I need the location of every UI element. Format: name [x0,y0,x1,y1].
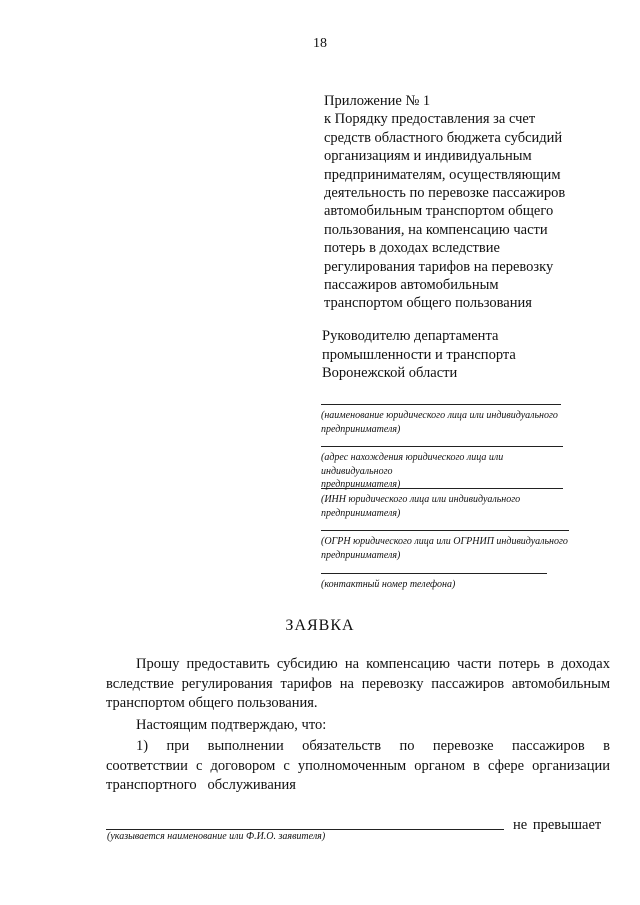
page-number: 18 [313,36,327,51]
appendix-header [324,92,624,313]
caption-line: предпринимателя) [321,507,401,519]
appendix-line: предпринимателям, осуществляющим [324,166,561,183]
recipient-line: Воронежской области [322,365,458,381]
field-inn [321,488,563,520]
recipient-line: Руководителю департамента [322,328,499,344]
appendix-line: пассажиров автомобильным [324,277,499,294]
appendix-line: пользования, на компенсацию части [324,221,548,238]
field-caption [321,535,569,562]
appendix-line: к Порядку предоставления за счет [324,111,536,128]
caption-line: (адрес нахождения юридического лица или индивидуального [321,452,504,477]
applicant-caption: (указывается наименование или Ф.И.О. заявителя) [107,831,326,842]
text-line: вследствие регулирования тарифов на перевозку пассажиров автомобильным [106,675,610,692]
blank-line [321,488,563,489]
text-line: транспортного обслуживания [106,777,296,793]
field-caption [321,409,561,436]
appendix-line: средств областного бюджета субсидий [324,129,563,146]
appendix-line: деятельность по перевозке пассажиров [324,185,566,202]
text-line: транспортом общего пользования. [106,695,318,711]
caption-line: предпринимателя) [321,423,401,435]
applicant-blank-line [106,829,504,830]
field-organization-address [321,446,563,492]
text-line: 1) при выполнении обязательств по перевозке пассажиров в [136,738,610,754]
text-line: Настоящим подтверждаю, что: [136,717,327,733]
blank-line [321,573,547,574]
blank-line [321,404,561,405]
text-not-exceed: не превышает [513,817,602,833]
caption-line: (ОГРН юридического лица или ОГРНИП индивидуального [321,536,568,547]
blank-line [321,446,563,447]
field-organization-name [321,404,561,436]
text-line: соответствии с договором с уполномоченным органом в сфере организации [106,757,610,774]
caption-line: (контактный номер телефона) [321,579,456,590]
appendix-line: автомобильным транспортом общего [324,203,554,220]
text-line: Прошу предоставить субсидию на компенсацию части потерь в доходах [136,656,610,672]
appendix-line: потерь в доходах вследствие [324,240,500,257]
document-title: ЗАЯВКА [285,617,355,634]
field-phone [321,573,547,592]
paragraph-confirm [106,716,610,736]
field-caption [321,451,563,492]
appendix-line: транспортом общего пользования [324,295,532,312]
appendix-line: Приложение № 1 [324,93,431,109]
appendix-line: регулирования тарифов на перевозку [324,258,554,275]
caption-line: предпринимателя) [321,479,401,490]
field-caption [321,493,563,520]
recipient-block [322,327,622,383]
blank-line [321,530,569,531]
caption-line: (ИНН юридического лица или индивидуального [321,494,521,505]
paragraph-item-1 [106,737,610,796]
field-caption [321,578,547,592]
recipient-line: промышленности и транспорта [322,346,516,363]
appendix-line: организациям и индивидуальным [324,148,532,165]
caption-line: предпринимателя) [321,549,401,561]
caption-line: (наименование юридического лица или индивидуального [321,410,558,421]
paragraph-request [106,655,610,714]
field-ogrn [321,530,569,562]
